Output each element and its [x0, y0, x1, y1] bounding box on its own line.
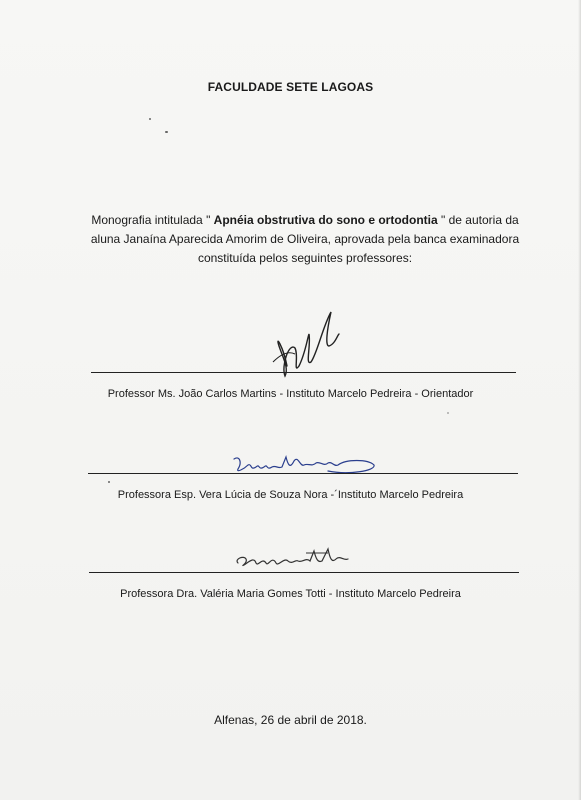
statement-line-1 [90, 211, 520, 230]
scan-speck [149, 118, 151, 120]
signature-line-3 [89, 572, 519, 573]
signature-line-1 [91, 372, 516, 373]
approval-statement [90, 211, 520, 268]
scan-speck [165, 131, 168, 133]
scan-speck [447, 412, 449, 414]
place-and-date: Alfenas, 26 de abril de 2018. [214, 713, 367, 727]
institution-heading: FACULDADE SETE LAGOAS [207, 80, 374, 94]
statement-prefix: Monografia intitulada " [91, 213, 214, 227]
statement-line-2: aluna Janaína Aparecida Amorim de Oliveira, aprovada pela banca examinadora [90, 232, 520, 246]
statement-line-3: constituída pelos seguintes professores: [197, 251, 413, 265]
signature-line-2 [88, 473, 518, 474]
signature-caption-3: Professora Dra. Valéria Maria Gomes Totti - Instituto Marcelo Pedreira [120, 588, 461, 600]
signature-caption-1: Professor Ms. João Carlos Martins - Instituto Marcelo Pedreira - Orientador [107, 388, 474, 400]
handwritten-signature-1 [265, 306, 345, 381]
handwritten-signature-3 [232, 541, 372, 573]
handwritten-signature-2 [228, 451, 378, 479]
statement-suffix: " de autoria da [437, 213, 519, 227]
monograph-title: Apnéia obstrutiva do sono e ortodontia [213, 213, 438, 227]
signature-caption-2: Professora Esp. Vera Lúcia de Souza Nora -´Instituto Marcelo Pedreira [117, 489, 464, 501]
scan-speck [108, 481, 110, 483]
